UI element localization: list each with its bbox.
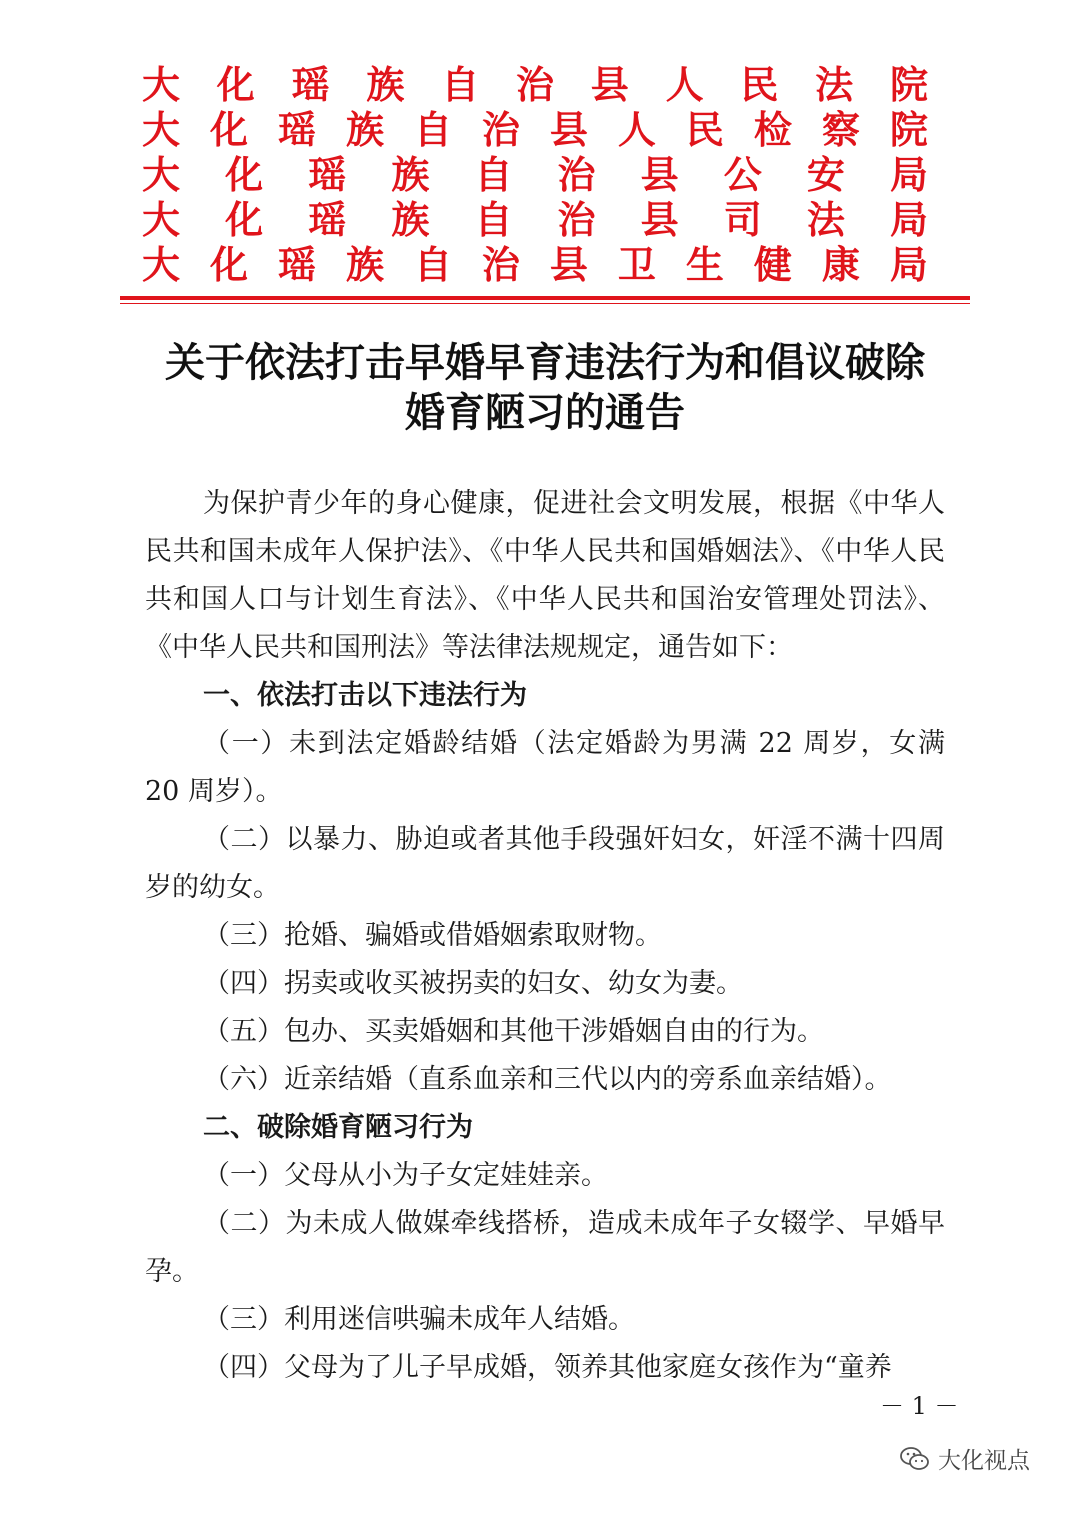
page-number: － 1 － — [880, 1392, 959, 1420]
issuing-authorities — [142, 62, 928, 287]
issuer-char: 检 — [753, 107, 792, 152]
issuer-char: 生 — [685, 242, 724, 287]
body-paragraph: （四）父母为了儿子早成婚，领养其他家庭女孩作为“童养 — [203, 1352, 892, 1383]
body-paragraph: （三）利用迷信哄骗未成年人结婚。 — [203, 1304, 635, 1335]
issuer-line — [142, 107, 928, 152]
issuer-char: 自 — [474, 152, 513, 197]
issuer-char: 瑶 — [277, 242, 316, 287]
issuer-char: 县 — [590, 62, 629, 107]
issuer-line — [142, 62, 928, 107]
issuer-char: 自 — [474, 197, 513, 242]
body-paragraph: （一）未到法定婚龄结婚（法定婚龄为男满 22 周岁，女满 20 周岁）。 — [145, 728, 945, 807]
issuer-char: 化 — [209, 242, 248, 287]
issuer-char: 安 — [806, 152, 845, 197]
issuer-char: 法 — [806, 197, 845, 242]
issuer-char: 人 — [617, 107, 656, 152]
issuer-char: 族 — [345, 107, 384, 152]
document-body — [145, 480, 945, 1392]
issuer-char: 自 — [413, 107, 452, 152]
body-paragraph: （五）包办、买卖婚姻和其他干涉婚姻自由的行为。 — [203, 1016, 824, 1047]
body-paragraph: 为保护青少年的身心健康，促进社会文明发展，根据《中华人民共和国未成年人保护法》、《中华人民共和国婚姻法》、《中华人民共和国人口与计划生育法》、《中华人民共和国治安管理处罚法》、《中华人民共和国刑法》等法律法规规定，通告如下： — [145, 488, 945, 663]
document-title-line-2: 婚育陋习的通告 — [405, 389, 685, 436]
issuer-char: 院 — [889, 107, 928, 152]
issuer-line — [142, 152, 928, 197]
issuer-line — [142, 197, 928, 242]
issuer-char: 院 — [889, 62, 928, 107]
issuer-char: 民 — [740, 62, 779, 107]
issuer-char: 自 — [413, 242, 452, 287]
body-paragraph: （六）近亲结婚（直系血亲和三代以内的旁系血亲结婚）。 — [203, 1064, 892, 1095]
red-divider-thick — [120, 296, 970, 300]
issuer-char: 局 — [889, 152, 928, 197]
issuer-char: 瑶 — [308, 197, 347, 242]
issuer-char: 治 — [557, 152, 596, 197]
issuer-char: 大 — [142, 107, 181, 152]
issuer-char: 大 — [142, 152, 181, 197]
issuer-char: 化 — [225, 197, 264, 242]
issuer-char: 化 — [225, 152, 264, 197]
red-divider-thin — [120, 303, 970, 304]
section-heading: 一、依法打击以下违法行为 — [203, 680, 527, 711]
body-paragraph: （二）为未成人做媒牵线搭桥，造成未成年子女辍学、早婚早孕。 — [145, 1208, 945, 1287]
issuer-char: 自 — [441, 62, 480, 107]
watermark — [900, 1442, 1030, 1475]
issuer-char: 局 — [889, 242, 928, 287]
issuer-char: 治 — [515, 62, 554, 107]
issuer-char: 法 — [815, 62, 854, 107]
issuer-char: 治 — [557, 197, 596, 242]
issuer-char: 县 — [640, 197, 679, 242]
issuer-char: 卫 — [617, 242, 656, 287]
section-heading: 二、破除婚育陋习行为 — [203, 1112, 473, 1143]
issuer-char: 治 — [481, 107, 520, 152]
issuer-char: 人 — [665, 62, 704, 107]
issuer-char: 化 — [216, 62, 255, 107]
issuer-char: 化 — [209, 107, 248, 152]
body-paragraph: （四）拐卖或收买被拐卖的妇女、幼女为妻。 — [203, 968, 743, 999]
issuer-char: 司 — [723, 197, 762, 242]
issuer-char: 大 — [142, 62, 181, 107]
issuer-char: 县 — [549, 242, 588, 287]
issuer-char: 民 — [685, 107, 724, 152]
issuer-char: 治 — [481, 242, 520, 287]
body-paragraph: （一）父母从小为子女定娃娃亲。 — [203, 1160, 608, 1191]
issuer-char: 局 — [889, 197, 928, 242]
issuer-char: 大 — [142, 197, 181, 242]
issuer-char: 瑶 — [308, 152, 347, 197]
issuer-char: 族 — [366, 62, 405, 107]
body-paragraph: （二）以暴力、胁迫或者其他手段强奸妇女，奸淫不满十四周岁的幼女。 — [145, 824, 945, 903]
issuer-char: 大 — [142, 242, 181, 287]
issuer-char: 察 — [821, 107, 860, 152]
issuer-char: 健 — [753, 242, 792, 287]
issuer-char: 族 — [345, 242, 384, 287]
issuer-char: 族 — [391, 197, 430, 242]
issuer-line — [142, 242, 928, 287]
issuer-char: 康 — [821, 242, 860, 287]
issuer-char: 县 — [640, 152, 679, 197]
issuer-char: 瑶 — [277, 107, 316, 152]
watermark-text: 大化视点 — [938, 1448, 1030, 1474]
issuer-char: 县 — [549, 107, 588, 152]
body-paragraph: （三）抢婚、骗婚或借婚姻索取财物。 — [203, 920, 662, 951]
issuer-char: 族 — [391, 152, 430, 197]
issuer-char: 公 — [723, 152, 762, 197]
document-title-line-1: 关于依法打击早婚早育违法行为和倡议破除 — [165, 339, 925, 386]
issuer-char: 瑶 — [291, 62, 330, 107]
wechat-icon — [900, 1446, 930, 1472]
